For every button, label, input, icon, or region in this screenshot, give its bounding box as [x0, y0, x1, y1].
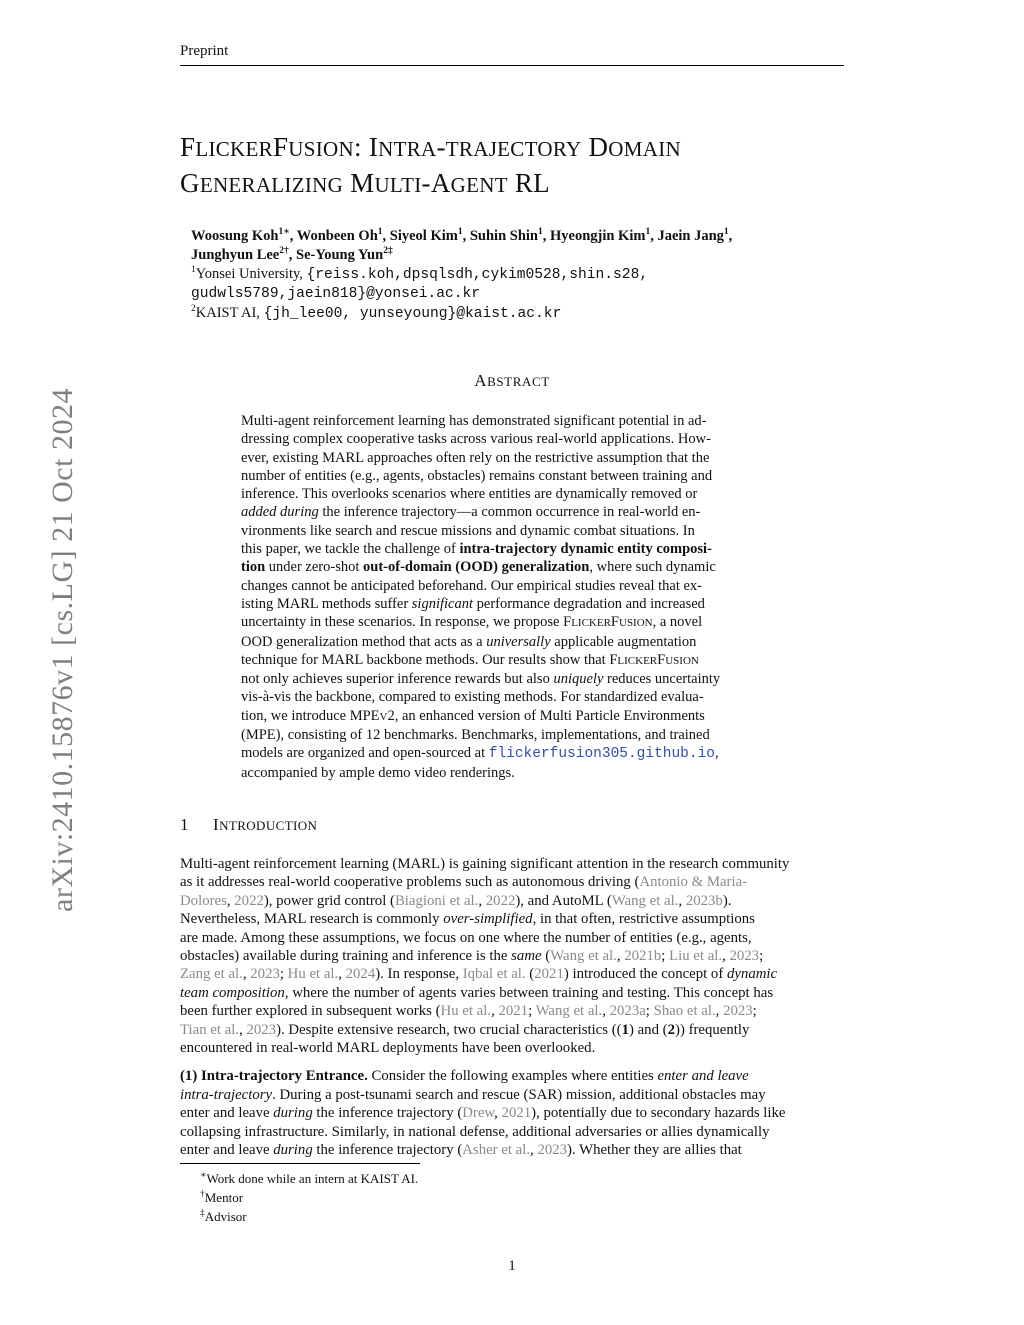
footnote-1: ∗Work done while an intern at KAIST AI.	[200, 1170, 419, 1186]
author-block	[191, 227, 841, 324]
footnote-3: ‡Advisor	[200, 1208, 247, 1224]
title-segment: NTRA	[378, 137, 437, 161]
title-segment: OMAIN	[608, 137, 681, 161]
footnote-2: †Mentor	[200, 1189, 244, 1205]
title-segment: USION	[288, 137, 354, 161]
title-segment: RL	[507, 168, 550, 198]
citation[interactable]: Antonio & Maria-	[639, 874, 748, 891]
affiliation-2: $^2$KAIST AI, {jh_lee00, yunseyoung}@kaist.ac.kr	[191, 304, 562, 322]
affiliation-1-emails: {reiss.koh,dpsqlsdh,cykim0528,shin.s28,	[306, 267, 649, 283]
title-segment: LICKER	[195, 137, 273, 161]
title-segment: GENT	[450, 173, 508, 197]
title-segment: M	[343, 168, 375, 198]
title-segment: ENERALIZING	[199, 173, 344, 197]
author-name: Woosung Koh	[191, 228, 279, 244]
title-segment: F	[272, 132, 289, 162]
author-name: Siyeol Kim	[389, 228, 458, 244]
author-name: Junghyun Lee	[191, 247, 280, 263]
paragraph-1: Multi-agent reinforcement learning (MARL) is gaining significant attention in the research community as it addresses real-world cooperative problems such as autonomous driving (Antonio & Maria- Dolores, 2022), power grid control (Biagioni et al., 2022), and AutoML (Wang et al., 2023b). Nevertheless, MARL research is commonly over-simplified, in that often, restrictive assumptions are made. Among these assumptions, we focus on one where the number of entities (e.g., agents, obstacles) available during training and inference is the same (Wang et al., 2021b; Liu et al., 2023; Zang et al., 2023; Hu et al., 2024). In response, Iqbal et al. (2021) introduced the concept of dynamic team composition, where the number of agents varies between training and testing. This concept has been further explored in subsequent works (Hu et al., 2021; Wang et al., 2023a; Shao et al., 2023; Tian et al., 2023). Despite extensive research, two crucial characteristics ((1) and (2)) frequently encountered in real-world MARL deployments have been overlooked.	[180, 856, 790, 1057]
abstract-heading: ABSTRACT	[474, 371, 550, 390]
title-segment: F	[180, 132, 196, 162]
header-rule	[180, 65, 844, 66]
arxiv-stamp: arXiv:2410.15876v1 [cs.LG] 21 Oct 2024	[46, 388, 79, 912]
title-segment: D	[581, 132, 609, 162]
author-name: Hyeongjin Kim	[549, 228, 646, 244]
running-head: Preprint	[180, 43, 229, 59]
body-text	[180, 855, 844, 1160]
affiliation-1-emails-cont: gudwls5789,jaein818}@yonsei.ac.kr	[191, 286, 481, 302]
author-name: Se-Young Yun	[296, 247, 384, 263]
author-line-1: Woosung Koh$^{1∗}$, Wonbeen Oh$^1$, Siyeol Kim$^1$, Suhin Shin$^1$, Hyeongjin Kim$^1$, Jaein Jang$^1$,	[191, 227, 733, 244]
author-name: Jaein Jang	[657, 228, 724, 244]
title-segment: TRAJECTORY	[445, 137, 582, 161]
page-number: 1	[508, 1258, 516, 1274]
footnotes	[200, 1169, 418, 1226]
title-segment: ULTI	[374, 173, 422, 197]
title-segment: : I	[353, 132, 379, 162]
author-name: Suhin Shin	[469, 228, 538, 244]
project-link[interactable]: flickerfusion305.github.io	[488, 746, 715, 763]
title-line-1	[180, 130, 844, 166]
affiliation-1: $^1$Yonsei University, {reiss.koh,dpsqlsdh,cykim0528,shin.s28,	[191, 265, 649, 283]
section-heading-introduction: 1 INTRODUCTION	[180, 815, 318, 834]
title-segment: G	[180, 168, 200, 198]
title-line-2	[180, 166, 844, 202]
title-segment: -A	[421, 168, 451, 198]
title-segment: -	[436, 132, 446, 162]
author-line-2: Junghyun Lee$^{2\dagger}$, Se-Young Yun$^{2\ddagger}$	[191, 246, 393, 263]
paragraph-2: (1) Intra-trajectory Entrance. Consider the following examples where entities enter and leave intra-trajectory. During a post-tsunami search and rescue (SAR) mission, additional obstacles may enter and leave during the inference trajectory (Drew, 2021), potentially due to secondary hazards like collapsing infrastructure. Similarly, in national defense, additional adversaries or allies dynamically enter and leave during the inference trajectory (Asher et al., 2023). Whether they are allies that	[180, 1068, 786, 1159]
affiliation-2-emails: {jh_lee00, yunseyoung}@kaist.ac.kr	[263, 306, 562, 322]
paper-title	[180, 130, 844, 202]
abstract-body: Multi-agent reinforcement learning has demonstrated significant potential in ad- dressing complex cooperative tasks across various real-world applications. How- ever, existing MARL approaches often rely on the restrictive assumption that the number of entities (e.g., agents, obstacles) remains constant between training and inference. This overlooks scenarios where entities are dynamically removed or added during the inference trajectory—a common occurrence in real-world en- vironments like search and rescue missions and dynamic combat situations. In this paper, we tackle the challenge of intra-trajectory dynamic entity composi- tion under zero-shot out-of-domain (OOD) generalization, where such dynamic changes cannot be anticipated beforehand. Our empirical studies reveal that ex- isting MARL methods suffer significant performance degradation and increased uncertainty in these scenarios. In response, we propose FLICKERFUSION, a novel OOD generalization method that acts as a universally applicable augmentation technique for MARL backbone methods. Our results show that FLICKERFUSION not only achieves superior inference rewards but also uniquely reduces uncertainty vis-à-vis the backbone, compared to existing methods. For standardized evalua- tion, we introduce MPEV2, an enhanced version of Multi Particle Environments (MPE), consisting of 12 benchmarks. Benchmarks, implementations, and trained models are organized and open-sourced at flickerfusion305.github.io, accompanied by ample demo video renderings.	[241, 413, 721, 781]
footnote-rule	[180, 1163, 420, 1164]
author-name: Wonbeen Oh	[296, 228, 378, 244]
